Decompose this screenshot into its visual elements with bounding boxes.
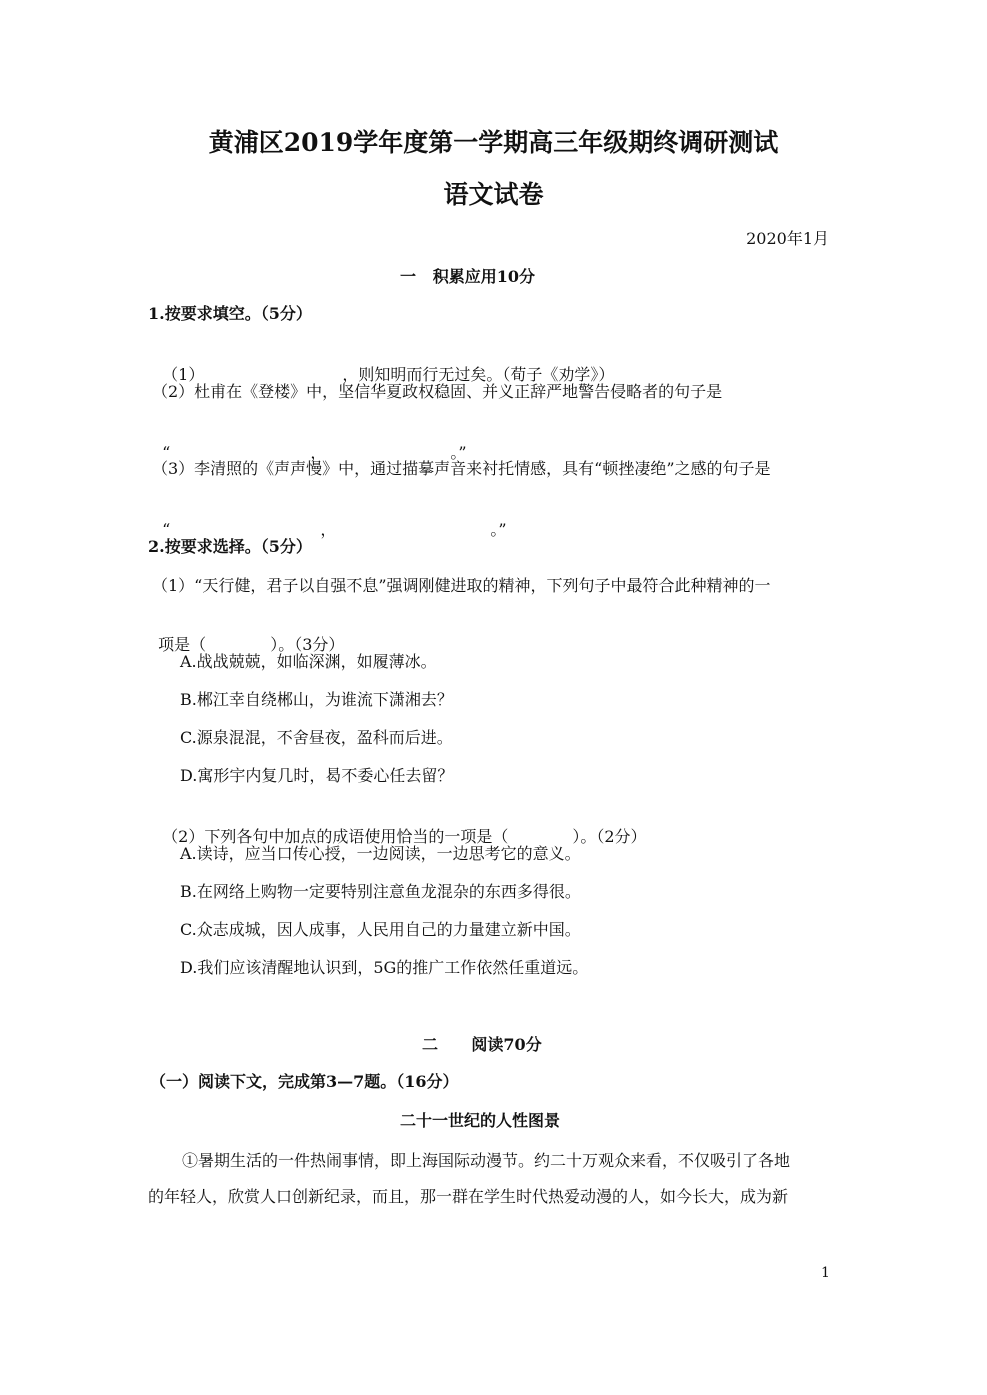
q2-part2-prompt: （2）下列各句中加点的成语使用恰当的一项是（ — [162, 827, 509, 846]
q2-part2-option-c: C.众志成城，因人成事，人民用自己的力量建立新中国。 — [180, 920, 581, 939]
q1-heading: 1.按要求填空。（5分） — [148, 304, 312, 323]
page-number: 1 — [821, 1265, 830, 1281]
page-subtitle: 语文试卷 — [443, 180, 544, 209]
q1-item3-line2 — [152, 497, 507, 541]
reading-part1-heading: （一）阅读下文，完成第3—7题。（16分） — [150, 1072, 459, 1091]
q1-item2-open-quote: “ — [162, 443, 171, 462]
q2-part2-line — [152, 804, 647, 848]
q1-item2-close-quote: 。” — [450, 443, 467, 462]
q2-part1-option-a: A.战战兢兢，如临深渊，如履薄冰。 — [180, 652, 437, 671]
q2-part2-option-b: B.在网络上购物一定要特别注意鱼龙混杂的东西多得很。 — [180, 882, 581, 901]
q1-item3-open-quote: “ — [162, 520, 171, 539]
q2-part2-score: ）。（2分） — [572, 827, 647, 846]
q1-item2-line1: （2）杜甫在《登楼》中，坚信华夏政权稳固、并义正辞严地警告侵略者的句子是 — [152, 382, 723, 401]
q2-part2-option-d: D.我们应该清醒地认识到，5G的推广工作依然任重道远。 — [180, 958, 589, 977]
article-title: 二十一世纪的人性图景 — [400, 1111, 561, 1130]
section1-heading: 一 积累应用10分 — [400, 267, 535, 286]
q2-part2-option-a: A.读诗，应当口传心授，一边阅读，一边思考它的意义。 — [180, 844, 581, 863]
q2-part1-line1: （1）“天行健，君子以自强不息”强调刚健进取的精神，下列句子中最符合此种精神的一 — [152, 576, 771, 595]
q1-item1-text: ，则知明而行无过矣。（荀子《劝学》） — [342, 365, 615, 384]
q1-item3-close-quote: 。” — [490, 520, 507, 539]
q1-item2-comma: ， — [310, 443, 327, 462]
exam-date: 2020年1月 — [746, 229, 829, 248]
q2-part1-option-c: C.源泉混混，不舍昼夜，盈科而后进。 — [180, 728, 453, 747]
q1-item3-comma: ， — [320, 520, 337, 539]
q1-item1 — [152, 342, 614, 386]
q2-part1-score: ）。（3分） — [270, 635, 345, 654]
q1-item1-num: （1） — [162, 365, 205, 384]
q2-part1-option-b: B.郴江幸自绕郴山，为谁流下潇湘去？ — [180, 690, 453, 709]
q1-item3-line1: （3）李清照的《声声慢》中，通过描摹声音来衬托情感，具有“顿挫凄绝”之感的句子是 — [152, 459, 771, 478]
q2-part1-option-d: D.寓形宇内复几时，曷不委心任去留？ — [180, 766, 454, 785]
q2-part1-line2 — [148, 612, 344, 656]
article-paragraph-line1: ①暑期生活的一件热闹事情，即上海国际动漫节。约二十万观众来看，不仅吸引了各地 — [182, 1151, 791, 1170]
article-paragraph-line2: 的年轻人，欣赏人口创新纪录，而且，那一群在学生时代热爱动漫的人，如今长大，成为新 — [148, 1187, 789, 1206]
section2-heading: 二 阅读70分 — [422, 1035, 542, 1054]
page-title: 黄浦区2019学年度第一学期高三年级期终调研测试 — [208, 128, 779, 157]
q2-heading: 2.按要求选择。（5分） — [148, 537, 312, 556]
q2-part1-prompt: 项是（ — [158, 635, 207, 654]
